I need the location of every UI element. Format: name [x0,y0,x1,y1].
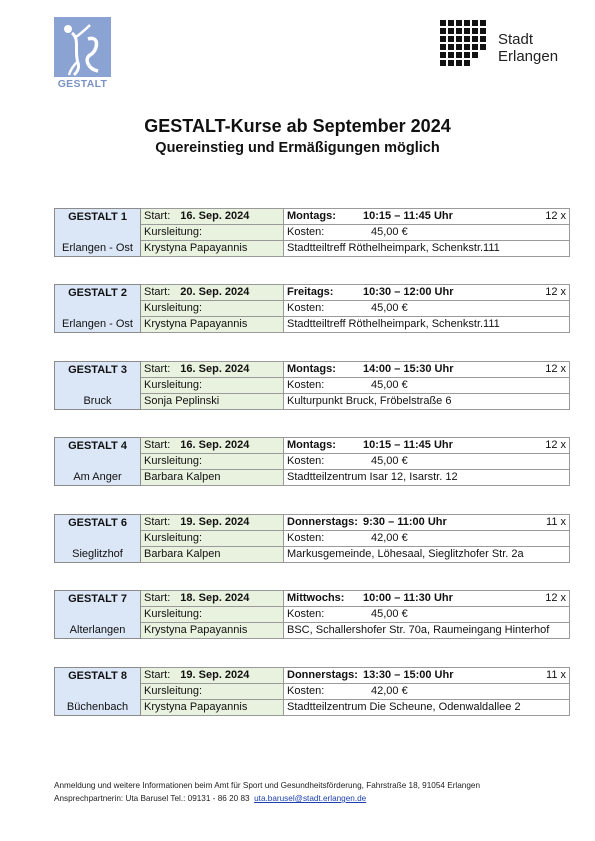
logo-grid-square [464,44,470,50]
course-venue-cell [284,317,570,333]
course-leader: Barbara Kalpen [144,548,221,560]
course-schedule-cell [284,438,570,454]
logo-grid-square [472,52,478,58]
course-name-cell [55,285,141,333]
course-table [54,667,570,716]
course-start-date: 19. Sep. 2024 [180,669,250,681]
course-cost: 45,00 € [371,379,408,391]
course-leader: Barbara Kalpen [144,471,221,483]
footer-contact: Ansprechpartnerin: Uta Barusel Tel.: 09131 - 86 20 83 [54,794,250,803]
course-day: Freitags: [287,286,334,298]
logo-grid-square [448,20,454,26]
course-schedule-cell [284,362,570,378]
course-day: Donnerstags: [287,669,358,681]
course-venue-cell [284,623,570,639]
course-start-date: 20. Sep. 2024 [180,286,250,298]
course-table [54,208,570,257]
course-start-cell [141,668,284,684]
course-table [54,590,570,639]
course-leader-cell [141,623,284,639]
cost-label: Kosten: [287,532,325,544]
course-cost: 45,00 € [371,302,408,314]
course-day: Montags: [287,439,336,451]
course-location: Büchenbach [66,701,129,713]
course-venue: BSC, Schallershofer Str. 70a, Raumeingang Hinterhof [287,624,550,636]
course-session-count: 12 x [545,210,566,222]
logo-grid-square [480,20,486,26]
course-schedule-cell [284,285,570,301]
cost-label: Kosten: [287,685,325,697]
logo-grid-square [456,28,462,34]
course-venue: Stadtteiltreff Röthelheimpark, Schenkstr.111 [287,318,500,330]
course-leader-cell [141,547,284,563]
cost-label: Kosten: [287,226,325,238]
course-time: 13:30 – 15:00 Uhr [363,669,454,681]
leader-label: Kursleitung: [144,302,203,314]
course-venue-cell [284,394,570,410]
course-cost: 45,00 € [371,455,408,467]
course-name-cell [55,515,141,563]
page-title: GESTALT-Kurse ab September 2024 [144,116,451,136]
course-leader-label-cell [141,301,284,317]
logo-grid-square [440,20,446,26]
course-venue: Markusgemeinde, Löhesaal, Sieglitzhofer Str. 2a [287,548,524,560]
start-label: Start: [144,286,171,298]
course-cost: 45,00 € [371,226,408,238]
logo-grid-square [472,36,478,42]
course-schedule-cell [284,515,570,531]
leader-label: Kursleitung: [144,608,203,620]
course-time: 10:15 – 11:45 Uhr [363,439,453,451]
course-day: Mittwochs: [287,592,345,604]
leader-label: Kursleitung: [144,532,203,544]
course-table [54,514,570,563]
logo-grid-square [480,28,486,34]
course-location: Bruck [83,395,112,407]
course-start-cell [141,515,284,531]
course-schedule-cell [284,209,570,225]
course-start-date: 18. Sep. 2024 [180,592,250,604]
course-cost-cell [284,607,570,623]
course-leader: Krystyna Papayannis [144,701,248,713]
course-leader: Krystyna Papayannis [144,242,248,254]
course-cost-cell [284,684,570,700]
course-schedule-cell [284,668,570,684]
leader-label: Kursleitung: [144,685,203,697]
course-cost: 42,00 € [371,685,408,697]
course-start-date: 19. Sep. 2024 [180,516,250,528]
course-time: 10:15 – 11:45 Uhr [363,210,453,222]
course-leader-cell [141,394,284,410]
logo-grid-square [472,44,478,50]
cost-label: Kosten: [287,302,325,314]
page-subtitle: Quereinstieg und Ermäßigungen möglich [155,140,440,156]
course-location: Alterlangen [69,624,126,636]
course-start-date: 16. Sep. 2024 [180,439,250,451]
gestalt-logo-word: GESTALT [57,78,108,90]
course-start-cell [141,362,284,378]
course-table [54,284,570,333]
course-start-cell [141,438,284,454]
logo-grid-square [448,52,454,58]
course-schedule-cell [284,591,570,607]
course-venue-cell [284,547,570,563]
course-leader-label-cell [141,607,284,623]
course-name: GESTALT 1 [68,211,127,223]
start-label: Start: [144,210,171,222]
course-leader: Sonja Peplinski [144,395,220,407]
leader-label: Kursleitung: [144,455,203,467]
course-session-count: 12 x [545,439,566,451]
course-location: Erlangen - Ost [62,318,133,330]
logo-grid-square [464,36,470,42]
course-name: GESTALT 6 [68,517,127,529]
course-start-cell [141,591,284,607]
cost-label: Kosten: [287,379,325,391]
course-start-date: 16. Sep. 2024 [180,210,250,222]
course-session-count: 12 x [545,363,566,375]
course-name: GESTALT 8 [68,670,127,682]
course-venue: Kulturpunkt Bruck, Fröbelstraße 6 [287,395,452,407]
logo-grid-square [464,20,470,26]
course-leader-label-cell [141,225,284,241]
course-name: GESTALT 4 [68,440,127,452]
start-label: Start: [144,669,171,681]
logo-grid-square [448,36,454,42]
course-time: 10:00 – 11:30 Uhr [363,592,453,604]
course-leader: Krystyna Papayannis [144,318,248,330]
logo-grid-square [456,60,462,66]
course-name: GESTALT 7 [68,593,127,605]
course-name-cell [55,438,141,486]
course-day: Montags: [287,363,336,375]
logo-grid-square [480,44,486,50]
logo-grid-square [440,36,446,42]
start-label: Start: [144,439,171,451]
course-day: Montags: [287,210,336,222]
course-leader-label-cell [141,531,284,547]
course-leader-cell [141,241,284,257]
leader-label: Kursleitung: [144,226,203,238]
course-name: GESTALT 2 [68,287,127,299]
course-venue: Stadtteilzentrum Isar 12, Isarstr. 12 [287,471,458,483]
stadt-erlangen-logo [440,20,575,70]
course-leader-label-cell [141,684,284,700]
course-cost-cell [284,225,570,241]
gestalt-logo-mark [54,17,111,77]
start-label: Start: [144,516,171,528]
course-time: 10:30 – 12:00 Uhr [363,286,454,298]
stadt-logo-grid-icon [440,20,486,66]
course-session-count: 12 x [545,286,566,298]
logo-grid-square [472,20,478,26]
gestalt-logo [54,17,111,89]
course-time: 9:30 – 11:00 Uhr [363,516,447,528]
cost-label: Kosten: [287,608,325,620]
leader-label: Kursleitung: [144,379,203,391]
course-location: Sieglitzhof [72,548,123,560]
course-venue: Stadtteiltreff Röthelheimpark, Schenkstr.111 [287,242,500,254]
course-session-count: 11 x [546,669,566,681]
logo-grid-square [456,20,462,26]
course-venue-cell [284,241,570,257]
logo-grid-square [448,44,454,50]
course-cost: 42,00 € [371,532,408,544]
course-leader-label-cell [141,454,284,470]
logo-grid-square [456,44,462,50]
logo-grid-square [440,52,446,58]
course-table [54,437,570,486]
course-time: 14:00 – 15:30 Uhr [363,363,454,375]
logo-grid-square [440,60,446,66]
course-session-count: 11 x [546,516,566,528]
course-name: GESTALT 3 [68,364,127,376]
course-name-cell [55,591,141,639]
logo-grid-square [440,28,446,34]
course-location: Erlangen - Ost [62,242,133,254]
footer [54,779,480,805]
logo-grid-square [448,60,454,66]
logo-grid-square [456,36,462,42]
course-start-cell [141,209,284,225]
course-start-cell [141,285,284,301]
course-leader-cell [141,470,284,486]
footer-line1: Anmeldung und weitere Informationen beim Amt für Sport und Gesundheitsförderung, Fahrstraße 18, 91054 Erlangen [54,781,481,790]
footer-email-link[interactable]: uta.barusel@stadt.erlangen.de [254,794,367,803]
logo-grid-square [472,28,478,34]
course-venue-cell [284,700,570,716]
logo-grid-square [448,28,454,34]
cost-label: Kosten: [287,455,325,467]
course-session-count: 12 x [545,592,566,604]
logo-grid-square [464,28,470,34]
course-cost-cell [284,531,570,547]
logo-grid-square [440,44,446,50]
logo-grid-square [480,36,486,42]
course-name-cell [55,362,141,410]
logo-grid-square [456,52,462,58]
course-table [54,361,570,410]
course-day: Donnerstags: [287,516,358,528]
course-cost: 45,00 € [371,608,408,620]
course-start-date: 16. Sep. 2024 [180,363,250,375]
course-cost-cell [284,454,570,470]
logo-grid-square [464,60,470,66]
course-venue: Stadtteilzentrum Die Scheune, Odenwaldallee 2 [287,701,521,713]
course-location: Am Anger [73,471,122,483]
stadt-logo-line1: Stadt [498,31,534,48]
footer-line2 [54,792,480,805]
course-cost-cell [284,301,570,317]
course-leader-cell [141,317,284,333]
stadt-logo-text [498,31,558,65]
course-leader-label-cell [141,378,284,394]
course-name-cell [55,668,141,716]
start-label: Start: [144,592,171,604]
start-label: Start: [144,363,171,375]
course-venue-cell [284,470,570,486]
course-name-cell [55,209,141,257]
logo-grid-square [464,52,470,58]
course-cost-cell [284,378,570,394]
course-leader-cell [141,700,284,716]
stadt-logo-line2: Erlangen [498,48,559,65]
course-leader: Krystyna Papayannis [144,624,248,636]
